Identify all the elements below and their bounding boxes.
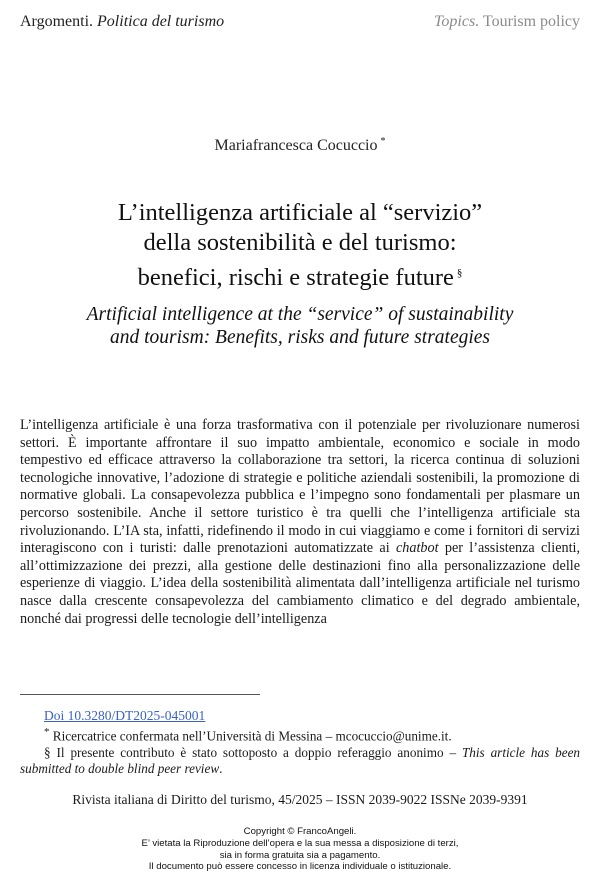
running-head-subsection: Politica del turismo [97,13,225,30]
abstract-text: per l’assistenza clienti, all’ottimizzazione dei prezzi, alla gestione delle destinazioni fino alla personalizzazione delle esperienze di viaggio. L’idea della sostenibilità alimentata dall’intelligenza artificiale nel turismo nasce dalla crescente consapevolezza del cambiamento climatico e del degrado ambientale, nonché dai progressi delle tecnologie dell’intelligenza [20,540,581,627]
footnote-review [20,745,580,777]
title-footnote-mark: § [456,267,463,279]
running-head-subsection-en: Tourism policy [482,13,580,30]
doi-link[interactable]: Doi 10.3280/DT2025-045001 [44,708,206,723]
footnote-divider [20,694,260,695]
copyright-notice [0,826,600,873]
article-title-english [20,303,580,349]
abstract-term-chatbot: chatbot [395,540,439,557]
running-head-section-en: Topics. [433,13,480,30]
author-name-text: Mariafrancesca Cocuccio [214,137,378,154]
copyright-line: sia in forma gratuita sia a pagamento. [219,849,381,861]
subtitle-line: and tourism: Benefits, risks and future strategies [109,327,491,348]
running-head-left [20,13,224,31]
footnote-mark: § [44,744,51,760]
subtitle-line: Artificial intelligence at the “service” of sustainability [86,304,514,325]
footnote-mark: * [44,726,50,738]
footnotes [20,724,580,777]
footnote-text-english: This article has been submitted to double blind peer review [20,744,581,776]
footnote-text: Il presente contributo è stato sottoposto a doppio referaggio anonimo – [56,744,457,760]
author-name [0,136,600,155]
title-line [20,258,580,293]
article-title [20,198,580,293]
abstract [20,417,580,628]
author-footnote-mark: * [380,136,386,147]
copyright-line: Copyright © FrancoAngeli. [243,826,357,837]
running-head-right [434,13,580,31]
title-line: L’intelligenza artificiale al “servizio” [117,199,483,226]
footnote-author [20,724,580,745]
title-line: della sostenibilità e del turismo: [143,229,457,256]
copyright-line: Il documento può essere concesso in licenza individuale o istituzionale. [148,861,452,873]
running-head-section: Argomenti. [20,13,94,30]
running-head [20,13,580,35]
copyright-line: E’ vietata la Riproduzione dell’opera e la sua messa a disposizione di terzi, [141,837,459,849]
abstract-text: L’intelligenza artificiale è una forza trasformativa con il potenziale per rivoluzionare numerosi settori. È importante affrontare il suo impatto ambientale, economico e sociale in modo tempestivo ed efficace attraverso la collaborazione tra settori, la ricerca continua di soluzioni tecnologiche innovative, l’adozione di strategie e politiche aziendali sostenibili, la promozione di normative globali. La consapevolezza pubblica e l’impegno sono fondamentali per plasmare un percorso sostenibile. Anche il settore turistico è tra quelli che l’intelligenza artificiale sta rivoluzionando. L’IA sta, infatti, ridefinendo il modo in cui viaggiamo e come i fornitori di servizi interagiscono con i turisti: dalle prenotazioni automatizzate ai [20,417,580,557]
journal-info: Rivista italiana di Diritto del turismo, 45/2025 – ISSN 2039-9022 ISSNe 2039-9391 [72,792,528,807]
abstract-paragraph [20,417,580,628]
footnote-end: . [219,760,223,776]
title-line-text: benefici, rischi e strategie future [137,264,454,291]
footnote-text: Ricercatrice confermata nell’Università di Messina – mcocuccio@unime.it. [52,728,452,744]
